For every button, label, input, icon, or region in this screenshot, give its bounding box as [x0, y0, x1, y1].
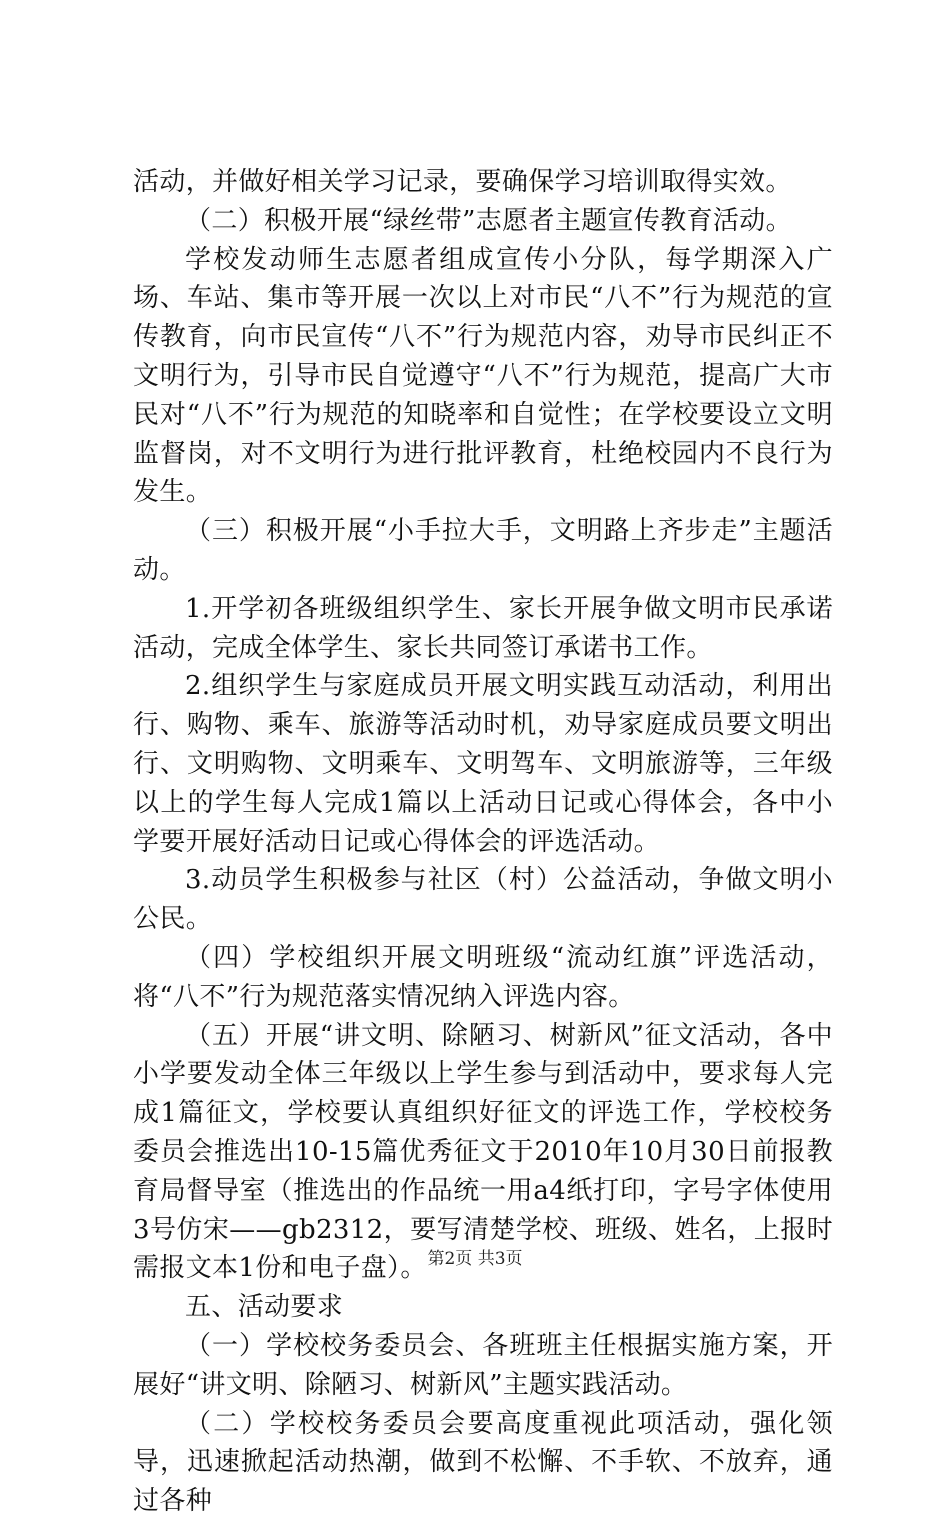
- section-heading: （五）开展“讲文明、除陋习、树新风”征文活动，各中小学要发动全体三年级以上学生参与到活动中，要求每人完成1篇征文，学校要认真组织好征文的评选工作，学校校务委员会推选出10-15篇优秀征文于2010年10月30日前报教育局督导室（推选出的作品统一用a4纸打印，字号字体使用3号仿宋——gb2312，要写清楚学校、班级、姓名，上报时需报文本1份和电子盘）。: [133, 1020, 833, 1284]
- paragraph: 学校发动师生志愿者组成宣传小分队，每学期深入广场、车站、集市等开展一次以上对市民“八不”行为规范的宣传教育，向市民宣传“八不”行为规范内容，劝导市民纠正不文明行为，引导市民自觉遵守“八不”行为规范，提高广大市民对“八不”行为规范的知晓率和自觉性；在学校要设立文明监督岗，对不文明行为进行批评教育，杜绝校园内不良行为发生。: [133, 244, 833, 508]
- page-number-footer: 第2页 共3页: [427, 1249, 523, 1269]
- section-heading: （一）学校校务委员会、各班班主任根据实施方案，开展好“讲文明、除陋习、树新风”主题实践活动。: [133, 1330, 833, 1400]
- document-body: [133, 163, 833, 1521]
- list-item: 2.组织学生与家庭成员开展文明实践互动活动，利用出行、购物、乘车、旅游等活动时机，劝导家庭成员要文明出行、文明购物、文明乘车、文明驾车、文明旅游等，三年级以上的学生每人完成1篇以上活动日记或心得体会，各中小学要开展好活动日记或心得体会的评选活动。: [133, 671, 833, 857]
- paragraph: 活动，并做好相关学习记录，要确保学习培训取得实效。: [133, 167, 792, 197]
- section-heading: （四）学校组织开展文明班级“流动红旗”评选活动，将“八不”行为规范落实情况纳入评选内容。: [133, 942, 833, 1012]
- chapter-heading: 五、活动要求: [185, 1292, 344, 1323]
- list-item: 1.开学初各班级组织学生、家长开展争做文明市民承诺活动，完成全体学生、家长共同签订承诺书工作。: [133, 593, 833, 663]
- list-item: 3.动员学生积极参与社区（村）公益活动，争做文明小公民。: [133, 865, 833, 935]
- section-heading: （二）学校校务委员会要高度重视此项活动，强化领导，迅速掀起活动热潮，做到不松懈、不手软、不放弃，通过各种: [133, 1408, 833, 1517]
- section-heading: （二）积极开展“绿丝带”志愿者主题宣传教育活动。: [185, 205, 792, 236]
- section-heading: （三）积极开展“小手拉大手，文明路上齐步走”主题活动。: [133, 516, 833, 585]
